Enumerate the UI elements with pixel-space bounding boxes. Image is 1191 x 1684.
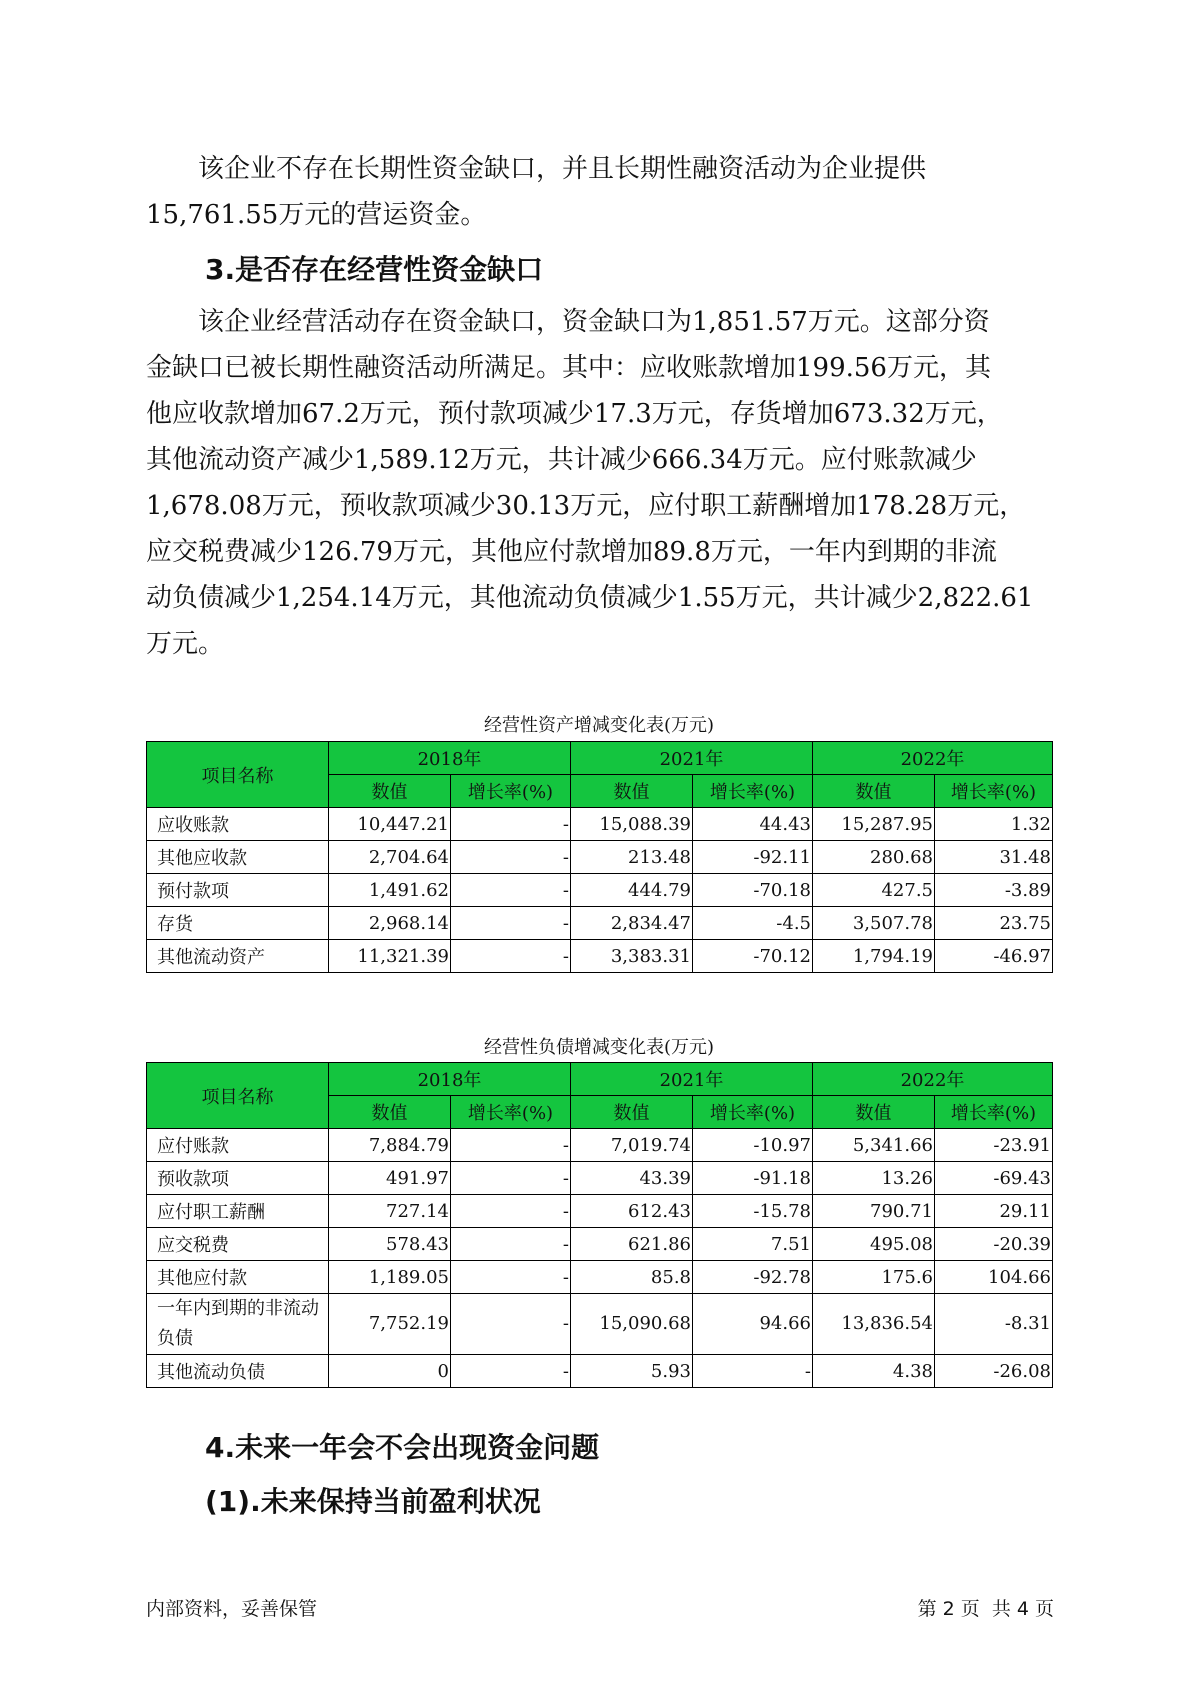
cell-growth-rate: - <box>451 1195 571 1228</box>
row-item-name: 其他应收款 <box>147 841 329 874</box>
paragraph-line: 该企业不存在长期性资金缺口，并且长期性融资活动为企业提供 <box>198 154 927 184</box>
table-row <box>147 1195 1053 1228</box>
table-row <box>147 940 1053 973</box>
cell-growth-rate: - <box>451 808 571 841</box>
cell-value: 1,794.19 <box>813 940 935 973</box>
cell-growth-rate: -69.43 <box>935 1162 1053 1195</box>
header-growth-rate: 增长率(%) <box>693 775 813 808</box>
cell-value: 3,507.78 <box>813 907 935 940</box>
table-row <box>147 874 1053 907</box>
table-caption-assets: 经营性资产增减变化表(万元) <box>483 715 715 736</box>
cell-growth-rate: 44.43 <box>693 808 813 841</box>
cell-value: 15,088.39 <box>571 808 693 841</box>
cell-growth-rate: -23.91 <box>935 1129 1053 1162</box>
cell-value: 621.86 <box>571 1228 693 1261</box>
table-row <box>147 1355 1053 1388</box>
cell-growth-rate: -46.97 <box>935 940 1053 973</box>
cell-growth-rate: -70.18 <box>693 874 813 907</box>
header-value: 数值 <box>571 775 693 808</box>
cell-growth-rate: -26.08 <box>935 1355 1053 1388</box>
cell-growth-rate: -15.78 <box>693 1195 813 1228</box>
cell-value: 1,189.05 <box>329 1261 451 1294</box>
cell-value: 491.97 <box>329 1162 451 1195</box>
cell-growth-rate: -70.12 <box>693 940 813 973</box>
row-item-name: 应付账款 <box>147 1129 329 1162</box>
cell-growth-rate: 29.11 <box>935 1195 1053 1228</box>
header-item-name: 项目名称 <box>147 1063 329 1129</box>
cell-growth-rate: - <box>451 841 571 874</box>
row-item-name: 其他流动资产 <box>147 940 329 973</box>
cell-growth-rate: 23.75 <box>935 907 1053 940</box>
cell-value: 578.43 <box>329 1228 451 1261</box>
row-item-name: 应付职工薪酬 <box>147 1195 329 1228</box>
cell-value: 4.38 <box>813 1355 935 1388</box>
cell-value: 7,752.19 <box>329 1294 451 1355</box>
cell-growth-rate: - <box>451 1261 571 1294</box>
cell-growth-rate: -92.78 <box>693 1261 813 1294</box>
header-growth-rate: 增长率(%) <box>451 1096 571 1129</box>
header-growth-rate: 增长率(%) <box>935 1096 1053 1129</box>
paragraph-line: 其他流动资产减少1,589.12万元，共计减少666.34万元。应付账款减少 <box>146 445 977 475</box>
header-growth-rate: 增长率(%) <box>935 775 1053 808</box>
cell-growth-rate: - <box>451 1294 571 1355</box>
table-row <box>147 907 1053 940</box>
row-item-name: 应交税费 <box>147 1228 329 1261</box>
cell-value: 280.68 <box>813 841 935 874</box>
row-item-name: 其他流动负债 <box>147 1355 329 1388</box>
table-row <box>147 1228 1053 1261</box>
cell-growth-rate: 31.48 <box>935 841 1053 874</box>
table-row <box>147 1129 1053 1162</box>
cell-value: 3,383.31 <box>571 940 693 973</box>
table-row <box>147 841 1053 874</box>
header-value: 数值 <box>329 1096 451 1129</box>
paragraph-line: 1,678.08万元，预收款项减少30.13万元，应付职工薪酬增加178.28万元， <box>146 491 1026 521</box>
footer-confidential-note: 内部资料，妥善保管 <box>146 1598 318 1620</box>
paragraph-line: 动负债减少1,254.14万元，其他流动负债减少1.55万元，共计减少2,822.61 <box>146 583 1034 613</box>
cell-value: 790.71 <box>813 1195 935 1228</box>
cell-value: 13,836.54 <box>813 1294 935 1355</box>
table-row <box>147 1261 1053 1294</box>
cell-value: 1,491.62 <box>329 874 451 907</box>
cell-value: 10,447.21 <box>329 808 451 841</box>
cell-value: 5,341.66 <box>813 1129 935 1162</box>
header-item-name: 项目名称 <box>147 742 329 808</box>
row-item-name: 其他应付款 <box>147 1261 329 1294</box>
header-year: 2018年 <box>329 1063 571 1096</box>
cell-growth-rate: 104.66 <box>935 1261 1053 1294</box>
header-year: 2021年 <box>571 1063 813 1096</box>
cell-growth-rate: - <box>451 1129 571 1162</box>
header-year: 2018年 <box>329 742 571 775</box>
row-item-name: 应收账款 <box>147 808 329 841</box>
cell-growth-rate: - <box>451 1162 571 1195</box>
header-growth-rate: 增长率(%) <box>693 1096 813 1129</box>
table-row <box>147 1162 1053 1195</box>
cell-value: 175.6 <box>813 1261 935 1294</box>
cell-value: 5.93 <box>571 1355 693 1388</box>
cell-value: 2,834.47 <box>571 907 693 940</box>
header-year: 2022年 <box>813 1063 1053 1096</box>
paragraph-line: 该企业经营活动存在资金缺口，资金缺口为1,851.57万元。这部分资 <box>198 307 990 337</box>
cell-value: 85.8 <box>571 1261 693 1294</box>
cell-growth-rate: 94.66 <box>693 1294 813 1355</box>
cell-growth-rate: - <box>451 1228 571 1261</box>
cell-value: 15,287.95 <box>813 808 935 841</box>
header-value: 数值 <box>571 1096 693 1129</box>
header-value: 数值 <box>813 1096 935 1129</box>
cell-value: 43.39 <box>571 1162 693 1195</box>
operating-assets-table <box>146 741 1053 973</box>
paragraph-line: 万元。 <box>146 629 225 659</box>
table-row <box>147 1294 1053 1355</box>
paragraph-line: 金缺口已被长期性融资活动所满足。其中：应收账款增加199.56万元，其 <box>146 353 991 383</box>
operating-liabilities-table <box>146 1062 1053 1388</box>
cell-growth-rate: -4.5 <box>693 907 813 940</box>
table-row <box>147 808 1053 841</box>
footer-page-number: 第 2 页 共 4 页 <box>917 1598 1054 1620</box>
cell-value: 213.48 <box>571 841 693 874</box>
cell-value: 612.43 <box>571 1195 693 1228</box>
header-year: 2022年 <box>813 742 1053 775</box>
cell-value: 13.26 <box>813 1162 935 1195</box>
header-growth-rate: 增长率(%) <box>451 775 571 808</box>
cell-growth-rate: -92.11 <box>693 841 813 874</box>
cell-growth-rate: 7.51 <box>693 1228 813 1261</box>
header-value: 数值 <box>329 775 451 808</box>
cell-growth-rate: -3.89 <box>935 874 1053 907</box>
cell-value: 2,968.14 <box>329 907 451 940</box>
cell-growth-rate: -10.97 <box>693 1129 813 1162</box>
cell-growth-rate: - <box>451 1355 571 1388</box>
cell-value: 7,884.79 <box>329 1129 451 1162</box>
cell-value: 727.14 <box>329 1195 451 1228</box>
cell-growth-rate: 1.32 <box>935 808 1053 841</box>
cell-value: 11,321.39 <box>329 940 451 973</box>
header-year: 2021年 <box>571 742 813 775</box>
cell-growth-rate: - <box>693 1355 813 1388</box>
cell-value: 495.08 <box>813 1228 935 1261</box>
paragraph-long-term-funding <box>146 146 1046 238</box>
cell-growth-rate: - <box>451 874 571 907</box>
subsection-heading-4-1: (1).未来保持当前盈利状况 <box>205 1485 541 1518</box>
paragraph-line: 15,761.55万元的营运资金。 <box>146 200 487 230</box>
cell-value: 15,090.68 <box>571 1294 693 1355</box>
cell-value: 2,704.64 <box>329 841 451 874</box>
row-item-name: 一年内到期的非流动负债 <box>147 1294 329 1355</box>
table-caption-liabilities: 经营性负债增减变化表(万元) <box>483 1037 715 1058</box>
paragraph-line: 应交税费减少126.79万元，其他应付款增加89.8万元，一年内到期的非流 <box>146 537 997 567</box>
cell-growth-rate: - <box>451 940 571 973</box>
paragraph-line: 他应收款增加67.2万元，预付款项减少17.3万元，存货增加673.32万元， <box>146 399 1003 429</box>
cell-growth-rate: -91.18 <box>693 1162 813 1195</box>
section-heading-3: 3.是否存在经营性资金缺口 <box>205 253 544 286</box>
row-item-name: 存货 <box>147 907 329 940</box>
cell-value: 427.5 <box>813 874 935 907</box>
section-heading-4: 4.未来一年会不会出现资金问题 <box>205 1431 600 1464</box>
header-value: 数值 <box>813 775 935 808</box>
paragraph-operating-gap <box>146 299 1046 667</box>
cell-growth-rate: - <box>451 907 571 940</box>
cell-value: 0 <box>329 1355 451 1388</box>
cell-value: 7,019.74 <box>571 1129 693 1162</box>
cell-growth-rate: -20.39 <box>935 1228 1053 1261</box>
row-item-name: 预收款项 <box>147 1162 329 1195</box>
cell-growth-rate: -8.31 <box>935 1294 1053 1355</box>
row-item-name: 预付款项 <box>147 874 329 907</box>
cell-value: 444.79 <box>571 874 693 907</box>
